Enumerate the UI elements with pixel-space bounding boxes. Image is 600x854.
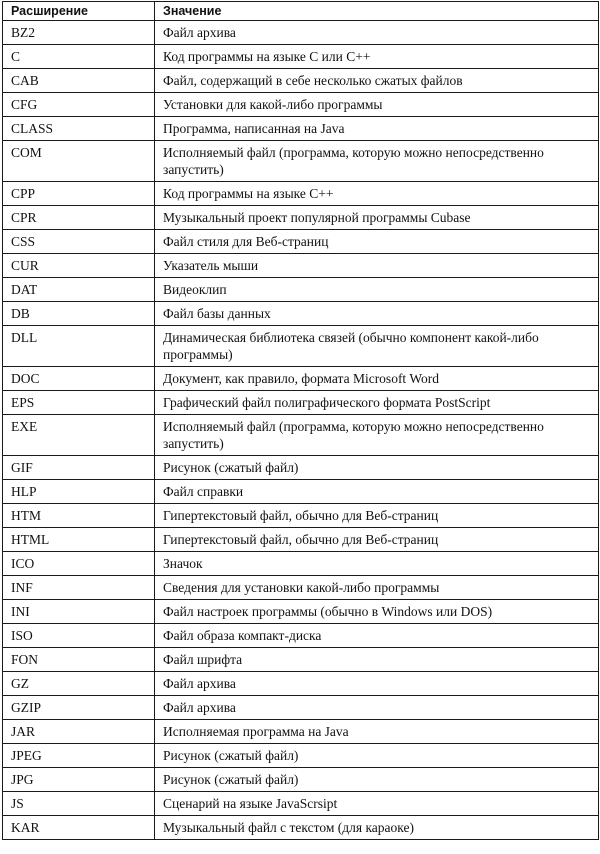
extension-cell: COM: [3, 141, 155, 182]
description-cell: Графический файл полиграфического формата PostScript: [155, 391, 599, 415]
table-row: [3, 278, 599, 302]
extension-cell: FON: [3, 648, 155, 672]
extension-cell: EXE: [3, 415, 155, 456]
extension-cell: HTM: [3, 504, 155, 528]
extension-cell: ISO: [3, 624, 155, 648]
description-cell: Значок: [155, 552, 599, 576]
header-row: [3, 2, 599, 21]
description-cell: Файл стиля для Веб-страниц: [155, 230, 599, 254]
table-row: [3, 672, 599, 696]
description-cell: Сведения для установки какой-либо программы: [155, 576, 599, 600]
description-cell: Исполняемая программа на Java: [155, 720, 599, 744]
description-cell: Сценарий на языке JavaScrsipt: [155, 792, 599, 816]
table-row: [3, 600, 599, 624]
extension-cell: GZIP: [3, 696, 155, 720]
table-row: [3, 230, 599, 254]
extension-cell: CLASS: [3, 117, 155, 141]
extension-cell: GIF: [3, 456, 155, 480]
extension-cell: GZ: [3, 672, 155, 696]
table-row: [3, 552, 599, 576]
table-row: [3, 576, 599, 600]
description-cell: Файл архива: [155, 672, 599, 696]
table-row: [3, 302, 599, 326]
extension-cell: JAR: [3, 720, 155, 744]
extension-cell: HTML: [3, 528, 155, 552]
extension-cell: DB: [3, 302, 155, 326]
header-meaning: Значение: [155, 2, 599, 21]
table-row: [3, 696, 599, 720]
table-body: [3, 21, 599, 840]
table-row: [3, 182, 599, 206]
description-cell: Рисунок (сжатый файл): [155, 744, 599, 768]
table-row: [3, 326, 599, 367]
description-cell: Музыкальный файл с текстом (для караоке): [155, 816, 599, 840]
extension-cell: C: [3, 45, 155, 69]
extension-cell: INI: [3, 600, 155, 624]
description-cell: Код программы на языке С или С++: [155, 45, 599, 69]
table-row: [3, 254, 599, 278]
description-cell: Файл настроек программы (обычно в Windows или DOS): [155, 600, 599, 624]
extension-cell: CSS: [3, 230, 155, 254]
table-row: [3, 141, 599, 182]
description-cell: Установки для какой-либо программы: [155, 93, 599, 117]
table-row: [3, 21, 599, 45]
table-row: [3, 456, 599, 480]
table-row: [3, 480, 599, 504]
table-row: [3, 624, 599, 648]
table-row: [3, 117, 599, 141]
table-row: [3, 367, 599, 391]
description-cell: Видеоклип: [155, 278, 599, 302]
description-cell: Файл, содержащий в себе несколько сжатых файлов: [155, 69, 599, 93]
table-row: [3, 69, 599, 93]
description-cell: Файл архива: [155, 696, 599, 720]
extension-cell: EPS: [3, 391, 155, 415]
description-cell: Файл шрифта: [155, 648, 599, 672]
table-header: [3, 2, 599, 21]
description-cell: Музыкальный проект популярной программы Cubase: [155, 206, 599, 230]
extension-cell: CPP: [3, 182, 155, 206]
description-cell: Файл образа компакт-диска: [155, 624, 599, 648]
table-row: [3, 720, 599, 744]
header-extension: Расширение: [3, 2, 155, 21]
extension-cell: DOC: [3, 367, 155, 391]
description-cell: Рисунок (сжатый файл): [155, 768, 599, 792]
extension-cell: CPR: [3, 206, 155, 230]
description-cell: Программа, написанная на Java: [155, 117, 599, 141]
description-cell: Исполняемый файл (программа, которую можно непосредственно запустить): [155, 415, 599, 456]
table-row: [3, 206, 599, 230]
description-cell: Динамическая библиотека связей (обычно компонент какой-либо программы): [155, 326, 599, 367]
table-row: [3, 93, 599, 117]
description-cell: Файл базы данных: [155, 302, 599, 326]
extension-cell: JS: [3, 792, 155, 816]
table-row: [3, 792, 599, 816]
extension-cell: KAR: [3, 816, 155, 840]
file-extensions-table: [2, 1, 599, 840]
extension-cell: INF: [3, 576, 155, 600]
table-row: [3, 816, 599, 840]
description-cell: Код программы на языке С++: [155, 182, 599, 206]
table-row: [3, 648, 599, 672]
table-row: [3, 45, 599, 69]
description-cell: Файл архива: [155, 21, 599, 45]
extension-cell: BZ2: [3, 21, 155, 45]
description-cell: Указатель мыши: [155, 254, 599, 278]
extension-cell: HLP: [3, 480, 155, 504]
table-row: [3, 504, 599, 528]
extension-cell: DAT: [3, 278, 155, 302]
extension-cell: DLL: [3, 326, 155, 367]
table-row: [3, 744, 599, 768]
table-row: [3, 415, 599, 456]
description-cell: Рисунок (сжатый файл): [155, 456, 599, 480]
extension-cell: JPEG: [3, 744, 155, 768]
description-cell: Документ, как правило, формата Microsoft Word: [155, 367, 599, 391]
description-cell: Гипертекстовый файл, обычно для Веб-страниц: [155, 504, 599, 528]
extension-cell: CFG: [3, 93, 155, 117]
extension-cell: CUR: [3, 254, 155, 278]
table-row: [3, 768, 599, 792]
table-row: [3, 528, 599, 552]
description-cell: Файл справки: [155, 480, 599, 504]
extension-cell: ICO: [3, 552, 155, 576]
description-cell: Гипертекстовый файл, обычно для Веб-страниц: [155, 528, 599, 552]
extension-cell: CAB: [3, 69, 155, 93]
description-cell: Исполняемый файл (программа, которую можно непосредственно запустить): [155, 141, 599, 182]
table-row: [3, 391, 599, 415]
extension-cell: JPG: [3, 768, 155, 792]
